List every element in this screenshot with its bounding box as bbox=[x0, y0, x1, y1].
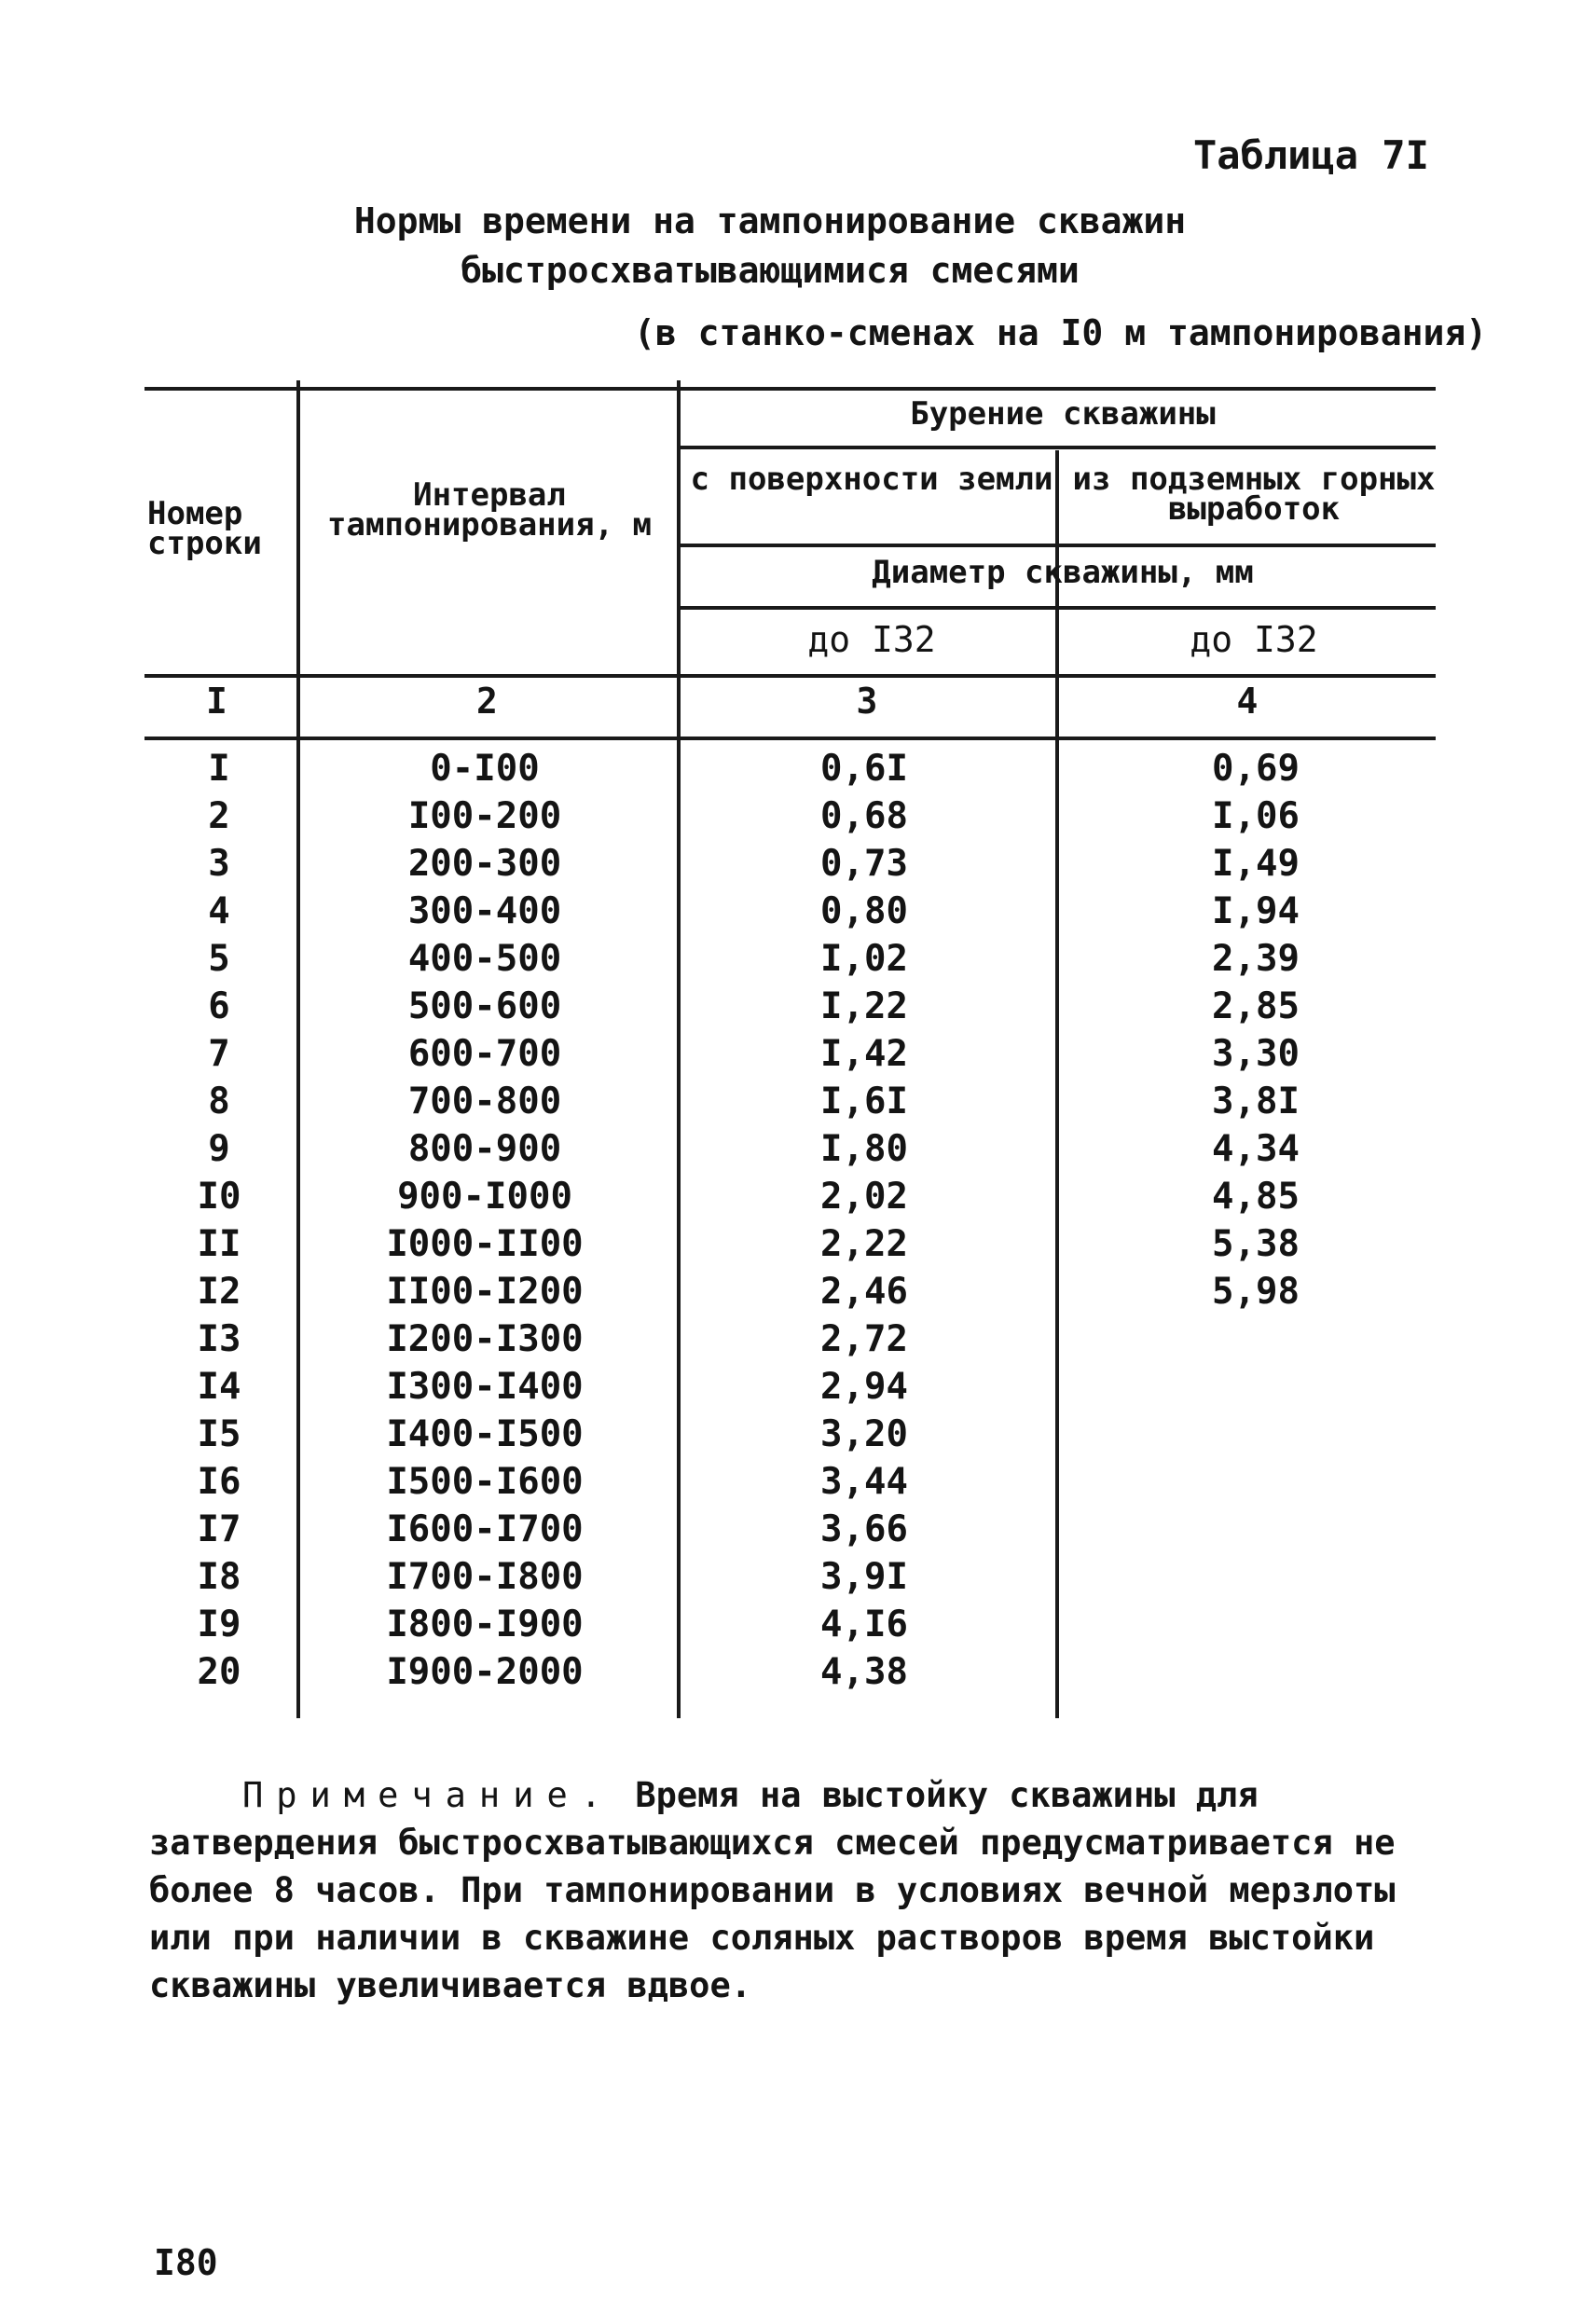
underground-time-cell: 4,34 bbox=[1212, 1128, 1300, 1170]
table-title-line-1: Нормы времени на тампонирование скважин bbox=[353, 200, 1187, 241]
page-number: I80 bbox=[154, 2242, 218, 2283]
column-number-3: 3 bbox=[856, 681, 878, 722]
underground-time-cell: 2,85 bbox=[1212, 985, 1300, 1027]
units-caption: (в станко-сменах на I0 м тампонирования) bbox=[634, 312, 1488, 353]
row-number-cell: I5 bbox=[197, 1413, 241, 1455]
surface-time-cell: 0,6I bbox=[820, 748, 908, 790]
underground-time-cell: 3,8I bbox=[1212, 1081, 1300, 1122]
column-number-2: 2 bbox=[476, 681, 498, 722]
interval-cell: I200-I300 bbox=[386, 1318, 584, 1360]
header-diameter-col3: до I32 bbox=[807, 619, 936, 660]
interval-cell: II00-I200 bbox=[386, 1271, 584, 1313]
interval-cell: I500-I600 bbox=[386, 1461, 584, 1503]
interval-cell: I000-II00 bbox=[386, 1223, 584, 1265]
row-number-cell: I4 bbox=[197, 1366, 241, 1408]
surface-time-cell: 3,44 bbox=[820, 1461, 908, 1503]
interval-cell: 800-900 bbox=[407, 1128, 562, 1170]
surface-time-cell: 0,80 bbox=[820, 890, 908, 932]
header-diameter: Диаметр скважины, мм bbox=[872, 554, 1254, 591]
note-lead: Примечание. bbox=[242, 1775, 615, 1815]
header-rule-drilling bbox=[679, 446, 1436, 449]
surface-time-cell: 3,20 bbox=[820, 1413, 908, 1455]
surface-time-cell: 4,I6 bbox=[820, 1604, 908, 1645]
table-top-rule bbox=[144, 387, 1436, 391]
row-number-cell: I6 bbox=[197, 1461, 241, 1503]
header-drilling: Бурение скважины bbox=[910, 395, 1216, 433]
row-number-cell: I bbox=[208, 748, 230, 790]
row-number-cell: 5 bbox=[208, 938, 230, 980]
surface-time-cell: 3,9I bbox=[820, 1556, 908, 1598]
row-number-cell: 20 bbox=[197, 1651, 241, 1693]
row-number-cell: I3 bbox=[197, 1318, 241, 1360]
column-divider-2 bbox=[677, 380, 681, 1718]
underground-time-cell: 0,69 bbox=[1212, 748, 1300, 790]
surface-time-cell: 2,02 bbox=[820, 1176, 908, 1218]
surface-time-cell: I,22 bbox=[820, 985, 908, 1027]
column-number-1: I bbox=[206, 681, 227, 722]
interval-cell: 200-300 bbox=[407, 843, 562, 885]
row-number-cell: II bbox=[197, 1223, 241, 1265]
interval-cell: I00-200 bbox=[407, 795, 562, 837]
surface-time-cell: I,80 bbox=[820, 1128, 908, 1170]
surface-time-cell: I,6I bbox=[820, 1081, 908, 1122]
interval-cell: 0-I00 bbox=[430, 748, 540, 790]
column-number-4: 4 bbox=[1236, 681, 1259, 722]
underground-time-cell: 3,30 bbox=[1212, 1033, 1300, 1075]
row-number-cell: I7 bbox=[197, 1508, 241, 1550]
header-diameter-col4: до I32 bbox=[1190, 619, 1318, 660]
interval-cell: I400-I500 bbox=[386, 1413, 584, 1455]
surface-time-cell: 2,94 bbox=[820, 1366, 908, 1408]
interval-cell: I600-I700 bbox=[386, 1508, 584, 1550]
surface-time-cell: 2,46 bbox=[820, 1271, 908, 1313]
surface-time-cell: I,02 bbox=[820, 938, 908, 980]
column-divider-3 bbox=[1055, 450, 1059, 1718]
interval-cell: I700-I800 bbox=[386, 1556, 584, 1598]
underground-time-cell: 5,98 bbox=[1212, 1271, 1300, 1313]
table-number: Таблица 7I bbox=[1193, 132, 1429, 178]
row-number-cell: 9 bbox=[208, 1128, 230, 1170]
row-number-cell: 2 bbox=[208, 795, 230, 837]
row-number-cell: 4 bbox=[208, 890, 230, 932]
surface-time-cell: 4,38 bbox=[820, 1651, 908, 1693]
underground-time-cell: I,49 bbox=[1212, 843, 1300, 885]
interval-cell: 600-700 bbox=[407, 1033, 562, 1075]
note-text: Время на выстойку скважины для затвердения быстросхватывающихся смесей предусматривается не более 8 часов. При тампонировании в условиях вечной мерзлоты или при наличии в скважине соляных растворов время выстойки скважины увеличивается вдвое. bbox=[149, 1775, 1396, 2005]
surface-time-cell: 3,66 bbox=[820, 1508, 908, 1550]
interval-cell: I800-I900 bbox=[386, 1604, 584, 1645]
interval-cell: 400-500 bbox=[407, 938, 562, 980]
interval-cell: 700-800 bbox=[407, 1081, 562, 1122]
surface-time-cell: 0,68 bbox=[820, 795, 908, 837]
column-number-rule bbox=[144, 737, 1436, 740]
row-number-cell: I9 bbox=[197, 1604, 241, 1645]
row-number-cell: I0 bbox=[197, 1176, 241, 1218]
header-from-surface: с поверхности земли bbox=[690, 461, 1053, 498]
table-note bbox=[149, 1771, 1445, 2009]
row-number-cell: I2 bbox=[197, 1271, 241, 1313]
header-bottom-rule bbox=[144, 674, 1436, 678]
underground-time-cell: I,06 bbox=[1212, 795, 1300, 837]
row-number-cell: 8 bbox=[208, 1081, 230, 1122]
interval-cell: I300-I400 bbox=[386, 1366, 584, 1408]
surface-time-cell: 2,72 bbox=[820, 1318, 908, 1360]
underground-time-cell: 5,38 bbox=[1212, 1223, 1300, 1265]
underground-time-cell: I,94 bbox=[1212, 890, 1300, 932]
surface-time-cell: 0,73 bbox=[820, 843, 908, 885]
interval-cell: 900-I000 bbox=[397, 1176, 572, 1218]
row-number-cell: 6 bbox=[208, 985, 230, 1027]
surface-time-cell: 2,22 bbox=[820, 1223, 908, 1265]
header-from-underground: из подземных горных выработок bbox=[1072, 461, 1436, 528]
row-number-cell: 3 bbox=[208, 843, 230, 885]
header-row-number: Номер строки bbox=[147, 495, 262, 562]
surface-time-cell: I,42 bbox=[820, 1033, 908, 1075]
table-title-line-2: быстросхватывающимися смесями bbox=[461, 250, 1080, 291]
interval-cell: 500-600 bbox=[407, 985, 562, 1027]
underground-time-cell: 4,85 bbox=[1212, 1176, 1300, 1218]
row-number-cell: 7 bbox=[208, 1033, 230, 1075]
underground-time-cell: 2,39 bbox=[1212, 938, 1300, 980]
interval-cell: 300-400 bbox=[407, 890, 562, 932]
interval-cell: I900-2000 bbox=[386, 1651, 584, 1693]
row-number-cell: I8 bbox=[197, 1556, 241, 1598]
header-interval: Интервал тампонирования, м bbox=[327, 476, 652, 544]
